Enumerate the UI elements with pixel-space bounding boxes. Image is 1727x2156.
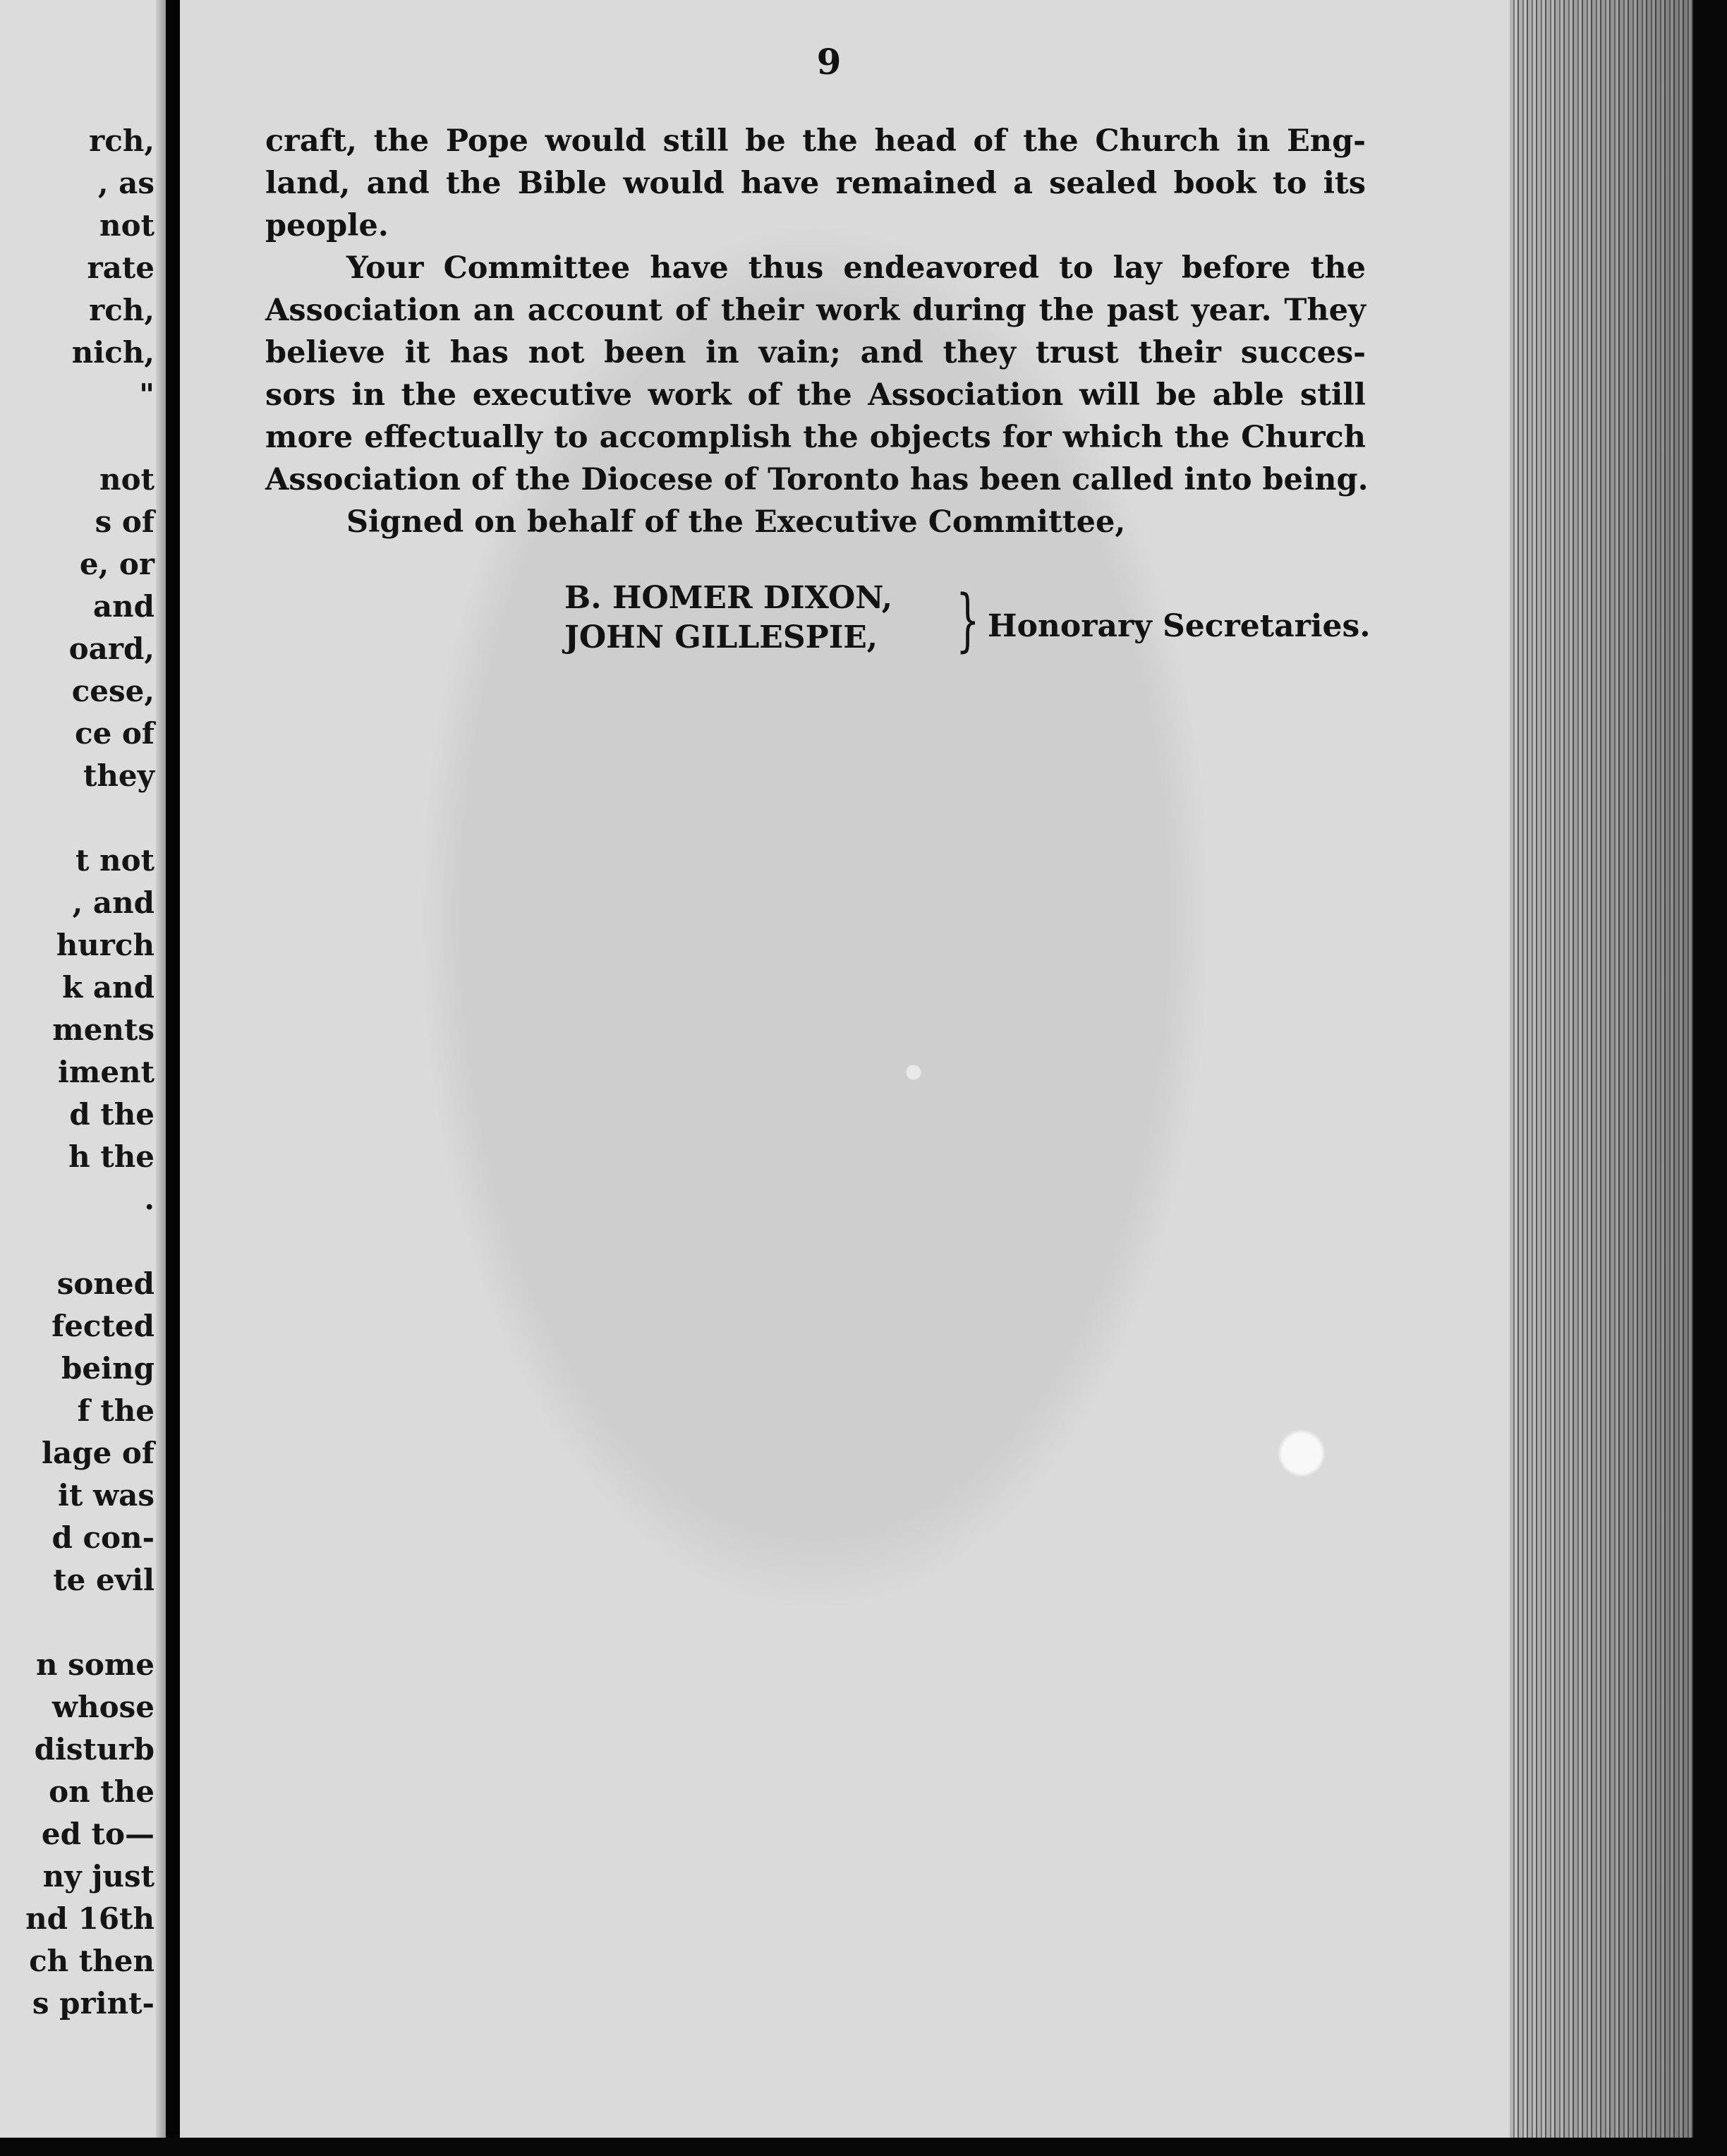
- facing-page-line: on the: [49, 1774, 154, 1809]
- signed-on-behalf-line: Signed on behalf of the Executive Committee,: [346, 504, 1126, 540]
- facing-page-edge: [156, 0, 166, 2138]
- facing-page-line: hurch: [56, 928, 154, 962]
- facing-page-line: [25, 1221, 154, 1263]
- brace-symbol: }: [956, 581, 980, 660]
- facing-page-line: [25, 797, 154, 840]
- body-line: people.: [265, 208, 389, 243]
- facing-page-line: it was: [58, 1478, 154, 1513]
- facing-page-line: not: [99, 462, 154, 497]
- facing-page-line: lage of: [42, 1436, 154, 1470]
- body-line: more effectually to accomplish the objects for which the Church: [265, 420, 1366, 455]
- facing-page-line: oard,: [68, 631, 154, 666]
- facing-page-line: they: [83, 758, 154, 793]
- facing-page-line: d the: [69, 1097, 154, 1132]
- body-line: sors in the executive work of the Association will be able still: [265, 377, 1366, 413]
- facing-page-line: d con-: [51, 1520, 154, 1555]
- facing-page-line: nd 16th: [25, 1901, 154, 1936]
- main-page: [180, 0, 1510, 2138]
- facing-page-text: [25, 120, 154, 2025]
- signatory-name: B. HOMER DIXON,: [564, 580, 893, 616]
- facing-page-line: e, or: [79, 547, 154, 581]
- facing-page-line: n some: [36, 1647, 154, 1682]
- body-line: believe it has not been in vain; and they trust their succes-: [265, 335, 1366, 370]
- facing-page-line: ments: [52, 1012, 154, 1047]
- facing-page-line: , as: [97, 166, 154, 200]
- facing-page-line: nich,: [71, 335, 154, 370]
- facing-page-line: te evil: [53, 1563, 154, 1597]
- facing-page-line: rate: [87, 250, 154, 285]
- facing-page-line: s of: [95, 504, 154, 539]
- facing-page-line: k and: [62, 970, 154, 1005]
- facing-page-line: .: [144, 1182, 154, 1216]
- facing-page-line: cese,: [71, 674, 154, 708]
- facing-page-line: ce of: [75, 716, 154, 751]
- facing-page-line: ": [139, 377, 154, 412]
- facing-page-line: ny just: [42, 1859, 154, 1894]
- book-gutter: [166, 0, 180, 2156]
- scan-border-right: [1693, 0, 1727, 2156]
- book-edge-shadow: [1510, 0, 1693, 2152]
- body-line: Association an account of their work during the past year. They: [265, 293, 1366, 328]
- facing-page-line: , and: [72, 885, 154, 920]
- facing-page-line: fected: [51, 1309, 154, 1343]
- facing-page-line: disturb: [34, 1732, 154, 1767]
- facing-page: [0, 0, 166, 2138]
- facing-page-line: ch then: [29, 1944, 154, 1978]
- facing-page-line: being: [61, 1351, 154, 1386]
- facing-page-line: ed to—: [41, 1817, 154, 1851]
- facing-page-line: f the: [77, 1393, 154, 1428]
- paragraph-start: Your Committee have thus endeavored to lay before the: [346, 250, 1366, 286]
- signature-block: [564, 579, 1411, 670]
- body-line: Association of the Diocese of Toronto has been called into being.: [265, 462, 1369, 497]
- body-text: [265, 120, 1369, 543]
- facing-page-line: t not: [75, 843, 154, 878]
- facing-page-line: whose: [51, 1690, 154, 1724]
- facing-page-line: [25, 416, 154, 459]
- facing-page-line: not: [99, 208, 154, 243]
- facing-page-line: rch,: [89, 293, 154, 327]
- facing-page-line: soned: [56, 1266, 154, 1301]
- body-line: land, and the Bible would have remained a sealed book to its: [265, 166, 1366, 201]
- signatory-role: Honorary Secretaries.: [988, 608, 1371, 644]
- facing-page-line: and: [92, 589, 154, 624]
- scan-border-bottom: [0, 2138, 1727, 2156]
- facing-page-line: iment: [57, 1055, 154, 1089]
- facing-page-line: h the: [68, 1139, 154, 1174]
- facing-page-line: [25, 1601, 154, 1644]
- facing-page-line: s print-: [32, 1986, 154, 2021]
- body-line: craft, the Pope would still be the head of the Church in Eng-: [265, 123, 1366, 159]
- page-number: 9: [816, 41, 842, 83]
- facing-page-line: rch,: [89, 123, 154, 158]
- signatory-name: JOHN GILLESPIE,: [564, 619, 878, 655]
